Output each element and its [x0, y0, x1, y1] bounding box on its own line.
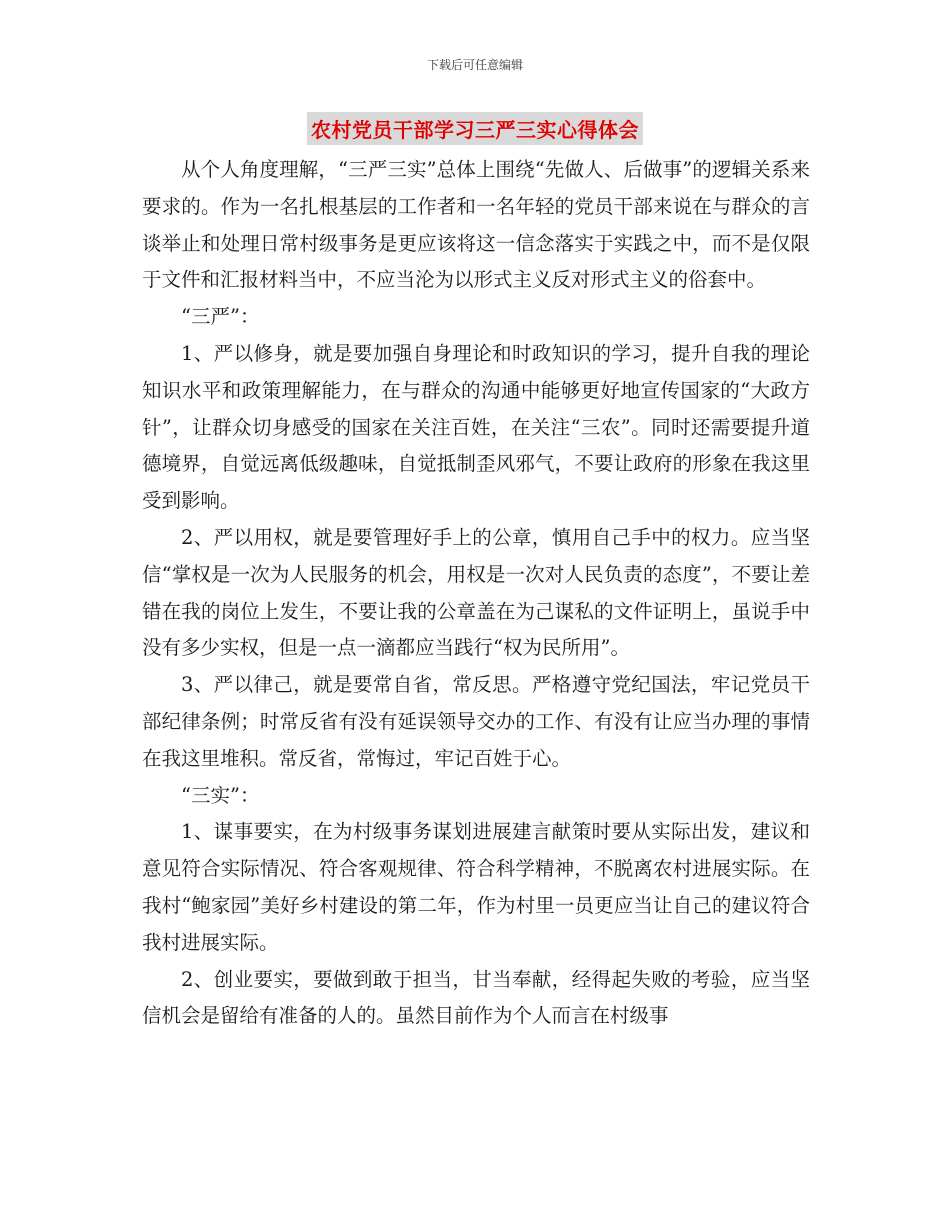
header-note: 下载后可任意编辑 — [426, 58, 523, 72]
paragraph-shi-2: 2、创业要实，要做到敢于担当，甘当奉献，经得起失败的考验，应当坚信机会是留给有准备的人的。虽然目前作为个人而言在村级事 — [142, 967, 810, 1028]
paragraph-intro: 从个人角度理解，“三严三实”总体上围绕“先做人、后做事”的逻辑关系来要求的。作为一名扎根基层的工作者和一名年轻的党员干部来说在与群众的言谈举止和处理日常村级事务是更应该将这一信念落实于实践之中，而不是仅限于文件和汇报材料当中，不应当沦为以形式主义反对形式主义的俗套中。 — [142, 158, 810, 292]
paragraph-yan-3: 3、严以律己，就是要常自省，常反思。严格遵守党纪国法，牢记党员干部纪律条例；时常反省有没有延误领导交办的工作、有没有让应当办理的事情在我这里堆积。常反省，常悔过，牢记百姓于心。 — [142, 673, 810, 770]
paragraph-yan-2: 2、严以用权，就是要管理好手上的公章，慎用自己手中的权力。应当坚信“掌权是一次为人民服务的机会，用权是一次对人民负责的态度”，不要让差错在我的岗位上发生，不要让我的公章盖在为己谋私的文件证明上，虽说手中没有多少实权，但是一点一滴都应当践行“权为民所用”。 — [142, 525, 810, 660]
heading-san-shi: “三实”： — [181, 783, 260, 807]
document-body — [142, 152, 810, 1035]
document-title: 农村党员干部学习三严三实心得体会 — [307, 112, 643, 145]
paragraph-shi-1: 1、谋事要实，在为村级事务谋划进展建言献策时要从实际出发，建议和意见符合实际情况、符合客观规律、符合科学精神，不脱离农村进展实际。在我村“鲍家园”美好乡村建设的第二年，作为村里一员更应当让自己的建议符合我村进展实际。 — [142, 820, 810, 954]
paragraph-yan-1: 1、严以修身，就是要加强自身理论和时政知识的学习，提升自我的理论知识水平和政策理解能力，在与群众的沟通中能够更好地宣传国家的“大政方针”，让群众切身感受的国家在关注百姓，在关注“三农”。同时还需要提升道德境界，自觉远离低级趣味，自觉抵制歪风邪气，不要让政府的形象在我这里受到影响。 — [142, 341, 810, 513]
heading-san-yan: “三严”： — [181, 305, 260, 329]
title-wrap — [0, 112, 950, 145]
